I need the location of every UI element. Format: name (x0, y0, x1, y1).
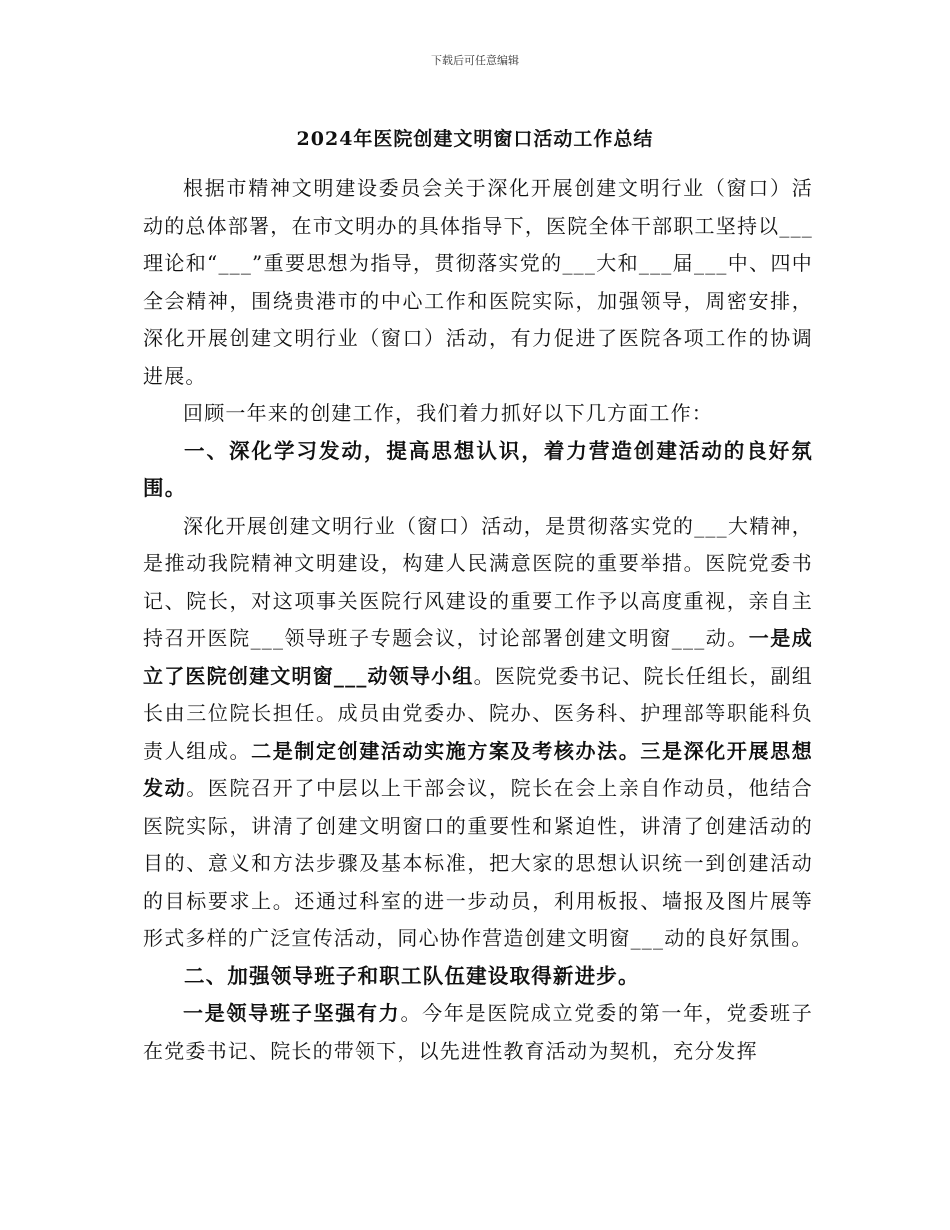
bold-point-4: 一是领导班子坚强有力 (183, 1001, 401, 1025)
paragraph-section-2-text: 。今年是医院成立党委的第一年，党委班子在党委书记、院长的带领下，以先进性教育活动为契机，充分发挥 (143, 1001, 814, 1063)
paragraph-section-1 (143, 508, 813, 958)
paragraph-section-1-text-3: 。医院召开了中层以上干部会议，院长在会上亲自作动员，他结合医院实际，讲清了创建文明窗口的重要性和紧迫性，讲清了创建活动的目的、意义和方法步骤及基本标准，把大家的思想认识统一到创建活动的目标要求上。还通过科室的进一步动员，利用板报、墙报及图片展等形式多样的广泛宣传活动，同心协作营造创建文明窗___动的良好氛围。 (143, 776, 813, 950)
paragraph-review: 回顾一年来的创建工作，我们着力抓好以下几方面工作： (183, 401, 713, 425)
bold-point-3: 三是深化开展思想发动 (143, 738, 814, 800)
document-title: 2024年医院创建文明窗口活动工作总结 (296, 128, 654, 150)
document-body (143, 170, 813, 1070)
section-heading-2: 二、加强领导班子和职工队伍建设取得新进步。 (184, 963, 640, 988)
paragraph-intro: 根据市精神文明建设委员会关于深化开展创建文明行业（窗口）活动的总体部署，在市文明办的具体指导下，医院全体干部职工坚持以___理论和“___”重要思想为指导，贯彻落实党的___大和___届___中、四中全会精神，围绕贵港市的中心工作和医院实际，加强领导，周密安排，深化开展创建文明行业（窗口）活动，有力促进了医院各项工作的协调进展。 (143, 176, 813, 388)
paragraph-section-1-text: 深化开展创建文明行业（窗口）活动，是贯彻落实党的___大精神，是推动我院精神文明建设，构建人民满意医院的重要举措。医院党委书记、院长，对这项事关医院行风建设的重要工作予以高度重视，亲自主持召开医院___领导班子专题会议，讨论部署创建文明窗___动。 (143, 513, 813, 650)
paragraph-section-1-text-2: 。医院党委书记、院长任组长，副组长由三位院长担任。成员由党委办、院办、医务科、护理部等职能科负责人组成。 (143, 663, 814, 763)
section-heading-1: 一、深化学习发动，提高思想认识，着力营造创建活动的良好氛围。 (143, 438, 813, 500)
bold-point-2: 二是制定创建活动实施方案及考核办法。 (251, 738, 641, 763)
bold-point-1: 一是成立了医院创建文明窗___动领导小组 (143, 626, 813, 688)
header-note: 下载后可任意编辑 (431, 54, 519, 67)
paragraph-section-2 (143, 995, 813, 1070)
